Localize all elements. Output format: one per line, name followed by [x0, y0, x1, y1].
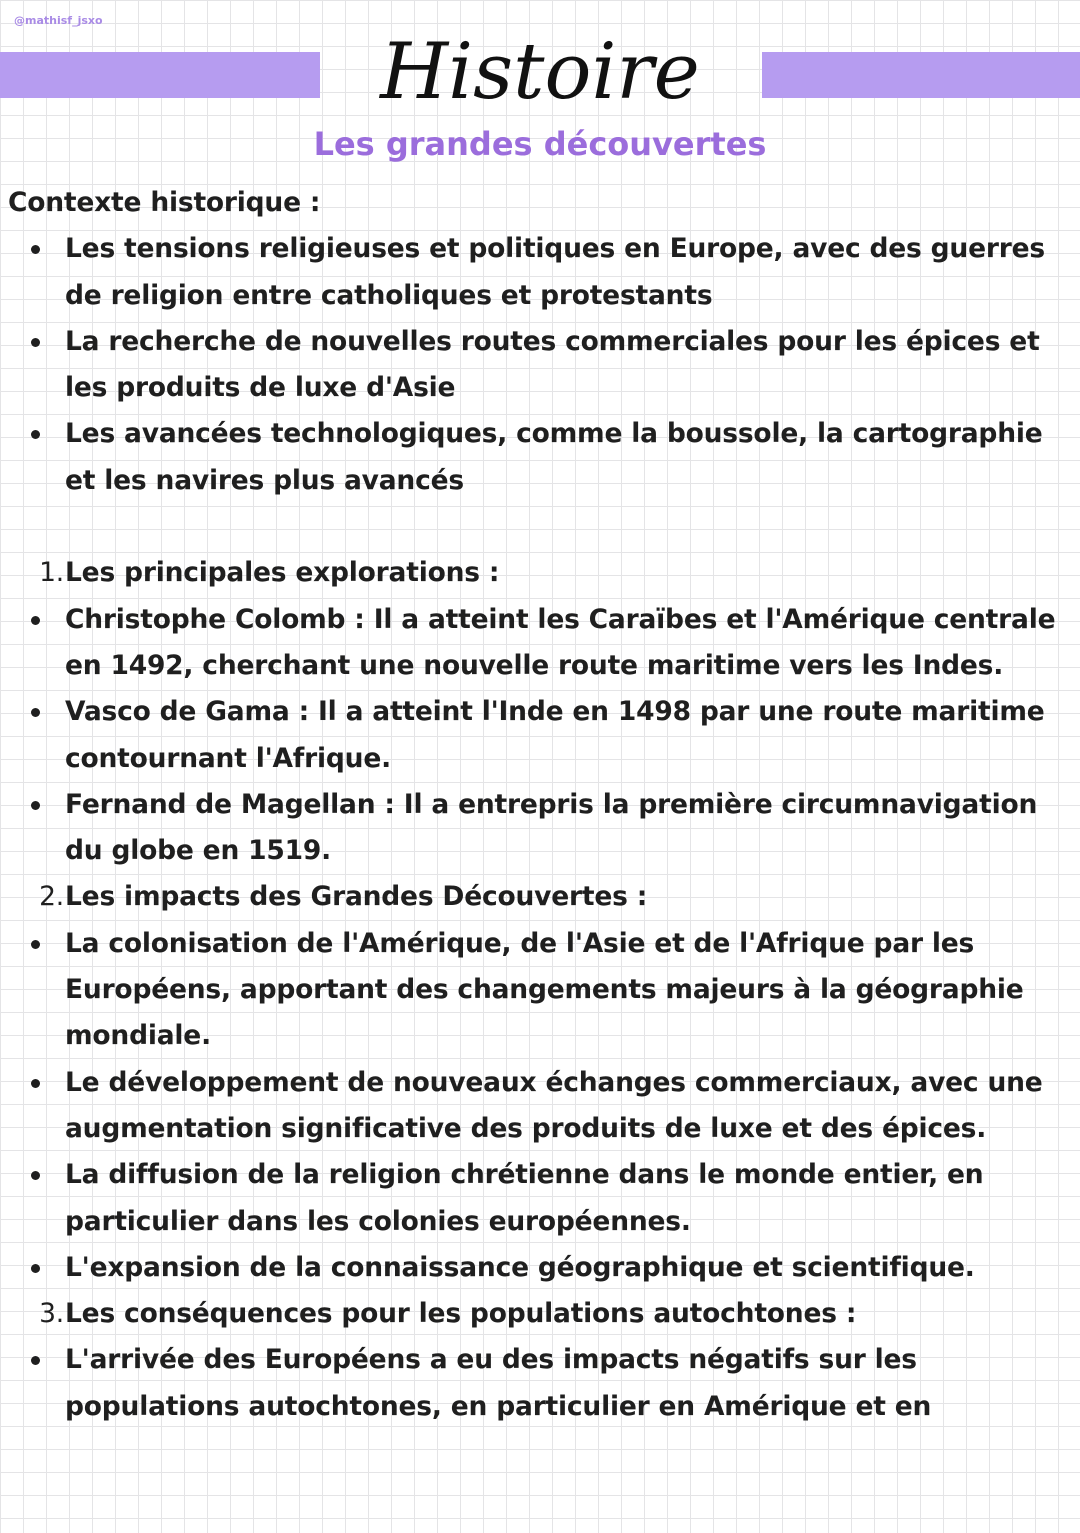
section-heading-text: Les principales explorations : — [65, 557, 500, 589]
notes-content — [8, 180, 1074, 1430]
section-heading-consequences — [8, 1291, 1074, 1337]
list-item: Les avancées technologiques, comme la boussole, la cartographie et les navires plus avancés — [8, 411, 1074, 504]
section-spacer — [8, 504, 1074, 550]
author-handle: @mathisf_jsxo — [14, 14, 103, 27]
section-heading-text: Les impacts des Grandes Découvertes : — [65, 881, 648, 913]
impacts-list — [8, 921, 1074, 1291]
section-heading-impacts — [8, 874, 1074, 920]
section-number: 2. — [39, 881, 64, 913]
list-item: L'arrivée des Européens a eu des impacts négatifs sur les populations autochtones, en particulier en Amérique et en — [8, 1337, 1074, 1430]
page-subtitle: Les grandes découvertes — [313, 125, 767, 163]
list-item: La diffusion de la religion chrétienne dans le monde entier, en particulier dans les colonies européennes. — [8, 1152, 1074, 1245]
list-item: Fernand de Magellan : Il a entrepris la première circumnavigation du globe en 1519. — [8, 782, 1074, 875]
list-item: Christophe Colomb : Il a atteint les Caraïbes et l'Amérique centrale en 1492, cherchant une nouvelle route maritime vers les Indes. — [8, 597, 1074, 690]
section-heading-text: Les conséquences pour les populations autochtones : — [65, 1298, 857, 1330]
context-list — [8, 226, 1074, 504]
list-item: Le développement de nouveaux échanges commerciaux, avec une augmentation significative des produits de luxe et des épices. — [8, 1060, 1074, 1153]
list-item: Vasco de Gama : Il a atteint l'Inde en 1498 par une route maritime contournant l'Afrique. — [8, 689, 1074, 782]
context-heading: Contexte historique : — [8, 187, 321, 218]
page-title: Histoire — [380, 27, 700, 117]
section-heading-explorations — [8, 550, 1074, 596]
section-number: 3. — [39, 1298, 64, 1330]
explorations-list — [8, 597, 1074, 875]
consequences-list — [8, 1337, 1074, 1430]
list-item: La colonisation de l'Amérique, de l'Asie et de l'Afrique par les Européens, apportant des changements majeurs à la géographie mondiale. — [8, 921, 1074, 1060]
list-item: L'expansion de la connaissance géographique et scientifique. — [8, 1245, 1074, 1291]
list-item: Les tensions religieuses et politiques en Europe, avec des guerres de religion entre catholiques et protestants — [8, 226, 1074, 319]
list-item: La recherche de nouvelles routes commerciales pour les épices et les produits de luxe d'Asie — [8, 319, 1074, 412]
section-number: 1. — [39, 557, 64, 589]
